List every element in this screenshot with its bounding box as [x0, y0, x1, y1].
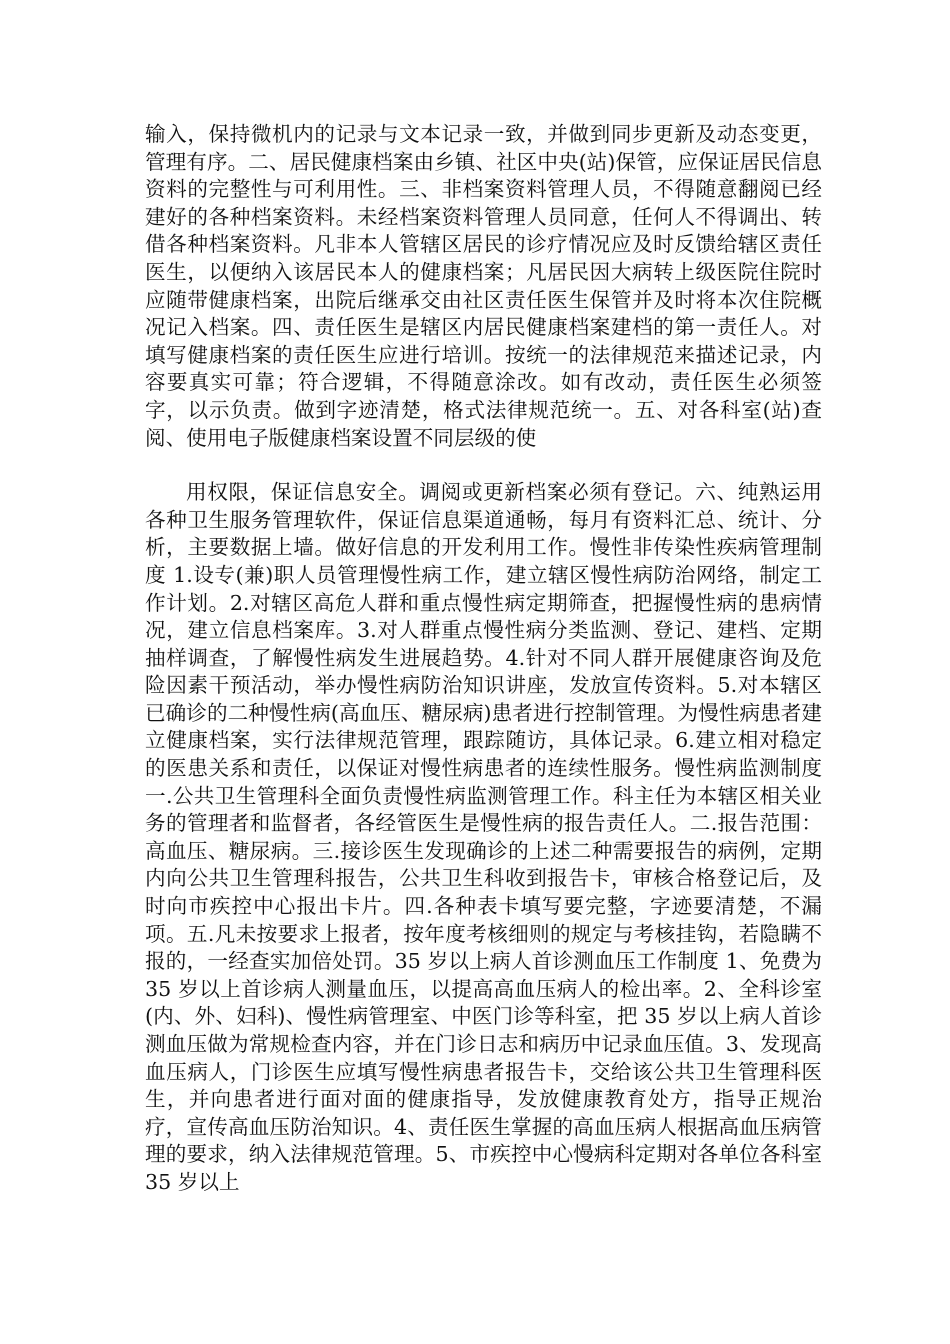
paragraph-2: 用权限，保证信息安全。调阅或更新档案必须有登记。六、纯熟运用各种卫生服务管理软件，保证信息渠道通畅，每月有资料汇总、统计、分析，主要数据上墙。做好信息的开发利用工作。慢性非传染性疾病管理制度 1.设专(兼)职人员管理慢性病工作，建立辖区慢性病防治网络，制定工作计划。2.对辖区高危人群和重点慢性病定期筛查，把握慢性病的患病情况，建立信息档案库。3.对人群重点慢性病分类监测、登记、建档、定期抽样调查，了解慢性病发生进展趋势。4.针对不同人群开展健康咨询及危险因素干预活动，举办慢性病防治知识讲座，发放宣传资料。5.对本辖区已确诊的二种慢性病(高血压、糖尿病)患者进行控制管理。为慢性病患者建立健康档案，实行法律规范管理，跟踪随访，具体记录。6.建立相对稳定的医患关系和责任，以保证对慢性病患者的连续性服务。慢性病监测制度一.公共卫生管理科全面负责慢性病监测管理工作。科主任为本辖区相关业务的管理者和监督者，各经管医生是慢性病的报告责任人。二.报告范围：高血压、糖尿病。三.接诊医生发现确诊的上述二种需要报告的病例，定期内向公共卫生管理科报告，公共卫生科收到报告卡，审核合格登记后，及时向市疾控中心报出卡片。四.各种表卡填写要完整，字迹要清楚，不漏项。五.凡未按要求上报者，按年度考核细则的规定与考核挂钩，若隐瞒不报的，一经查实加倍处罚。35 岁以上病人首诊测血压工作制度 1、免费为 35 岁以上首诊病人测量血压，以提高高血压病人的检出率。2、全科诊室(内、外、妇科)、慢性病管理室、中医门诊等科室，把 35 岁以上病人首诊测血压做为常规检查内容，并在门诊日志和病历中记录血压值。3、发现高血压病人，门诊医生应填写慢性病患者报告卡，交给该公共卫生管理科医生，并向患者进行面对面的健康指导，发放健康教育处方，指导正规治疗，宣传高血压防治知识。4、责任医生掌握的高血压病人根据高血压病管理的要求，纳入法律规范管理。5、市疾控中心慢病科定期对各单位各科室 35 岁以上 [145, 480, 822, 1194]
paragraph-1: 输入，保持微机内的记录与文本记录一致，并做到同步更新及动态变更，管理有序。二、居民健康档案由乡镇、社区中央(站)保管，应保证居民信息资料的完整性与可利用性。三、非档案资料管理人员，不得随意翻阅已经建好的各种档案资料。未经档案资料管理人员同意，任何人不得调出、转借各种档案资料。凡非本人管辖区居民的诊疗情况应及时反馈给辖区责任医生，以便纳入该居民本人的健康档案；凡居民因大病转上级医院住院时应随带健康档案，出院后继承交由社区责任医生保管并及时将本次住院概况记入档案。四、责任医生是辖区内居民健康档案建档的第一责任人。对填写健康档案的责任医生应进行培训。按统一的法律规范来描述记录，内容要真实可靠；符合逻辑，不得随意涂改。如有改动，责任医生必须签字，以示负责。做到字迹清楚，格式法律规范统一。五、对各科室(站)查阅、使用电子版健康档案设置不同层级的使 [145, 122, 822, 450]
